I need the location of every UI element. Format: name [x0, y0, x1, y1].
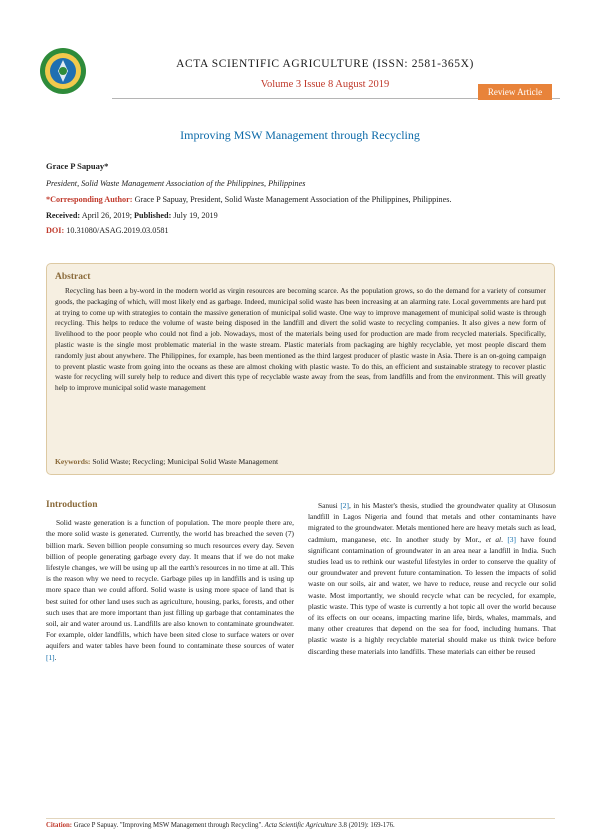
abstract-body: Recycling has been a by-word in the modern world as virgin resources are becoming scarce. As the population grows, so do the demand for a variety of consumer goods, the packaging of which, will most likely end as garbage. Indeed, municipal solid waste has been increasing at an alarming rate. Local governments are hard put at trying to come up with strategies to contain the massive generation of municipal solid waste. One way to improve management of municipal solid waste is through recycling. This helps to reduce the volume of waste being disposed in the landfill and divert the solid waste to recycling companies. It also gives a new form of livelihood to the poor people who could not find a job. Nowadays, most of the materials being used for production are made from recycled materials. Specifically, plastic waste is the single most problematic material in the waste stream. Plastic materials from packaging are highly recyclable, yet most people discard them randomly just about anywhere. The Philippines, for example, has been mentioned as the third largest producer of plastic waste in Asia. There is an on-going campaign to prevent plastic waste from going into the oceans as these are almost choking with plastic waste. To do this, an efficient and sustainable strategy to recover plastic waste for recycling will surely help to reduce and divert this type of recyclable waste away from the seas, from landfills and from the environment. This will greatly help to improve municipal solid waste management [55, 286, 546, 393]
page-header [0, 0, 600, 110]
author-name: Grace P Sapuay* [46, 161, 109, 171]
keywords [55, 457, 546, 466]
corresponding-author-label: *Corresponding Author: [46, 195, 133, 204]
sanusi-paragraph [308, 500, 556, 657]
et-al: et al [485, 534, 502, 544]
intro-left-end: . [54, 652, 57, 662]
intro-right-d: have found significant contamination of groundwater in an area near a landfill in India. Such studies lead us to rethink our wasteful lifestyles in order to conserve the quality of our groundwater and prevent future contamination. To lessen the impacts of solid waste on our soils, air and water, we have to reduce, reuse and recycle our solid waste. Most importantly, we should recycle what can be recycled, for example, plastic waste. This type of waste is currently a hot topic all over the world because of its effects on our oceans, impacting marine life, birds, whales, mammals, and many other creatures that depend on the sea for food, including humans. That plastic waste is a highly recyclable material should make us think twice before discarding these materials into landfills. These materials can either be reused [308, 534, 556, 656]
doi-label: DOI: [46, 226, 65, 235]
intro-right-a: Sanusi [318, 501, 341, 510]
reference-link-2[interactable]: [2] [340, 501, 349, 510]
intro-left-text: Solid waste generation is a function of population. The more people there are, the more solid waste is generated. Currently, the world has breached the seven (7) billion mark. Seven billion people consuming so much resources every day. Seven billion of people generating garbage every day. It means that if we do not make lifestyle changes, we will be using up all the earth's resources in no time at all. This is the reason why we need to recycle. Garbage piles up in landfills and is using up more space than we could afford. Solid waste is using more space of land that is best suited for other land uses such as agriculture, housing, parks, forests, and other such uses that are more important than just filling up garbage that contaminates the soil, air and water around us. Landfills are also known to contaminate groundwater. For example, older landfills, which have been sited close to surface waters or over aquifers and water tables have been found to contaminate these sources of water [46, 518, 294, 651]
citation-tail: 3.8 (2019): 169-176. [336, 822, 395, 829]
article-title: Improving MSW Management through Recycling [180, 128, 420, 142]
left-column [46, 500, 294, 663]
keywords-label: Keywords: [55, 457, 91, 466]
citation-footer [46, 822, 566, 829]
article-doi [46, 225, 169, 236]
published-label: Published: [134, 211, 172, 220]
keywords-text: Solid Waste; Recycling; Municipal Solid Waste Management [90, 457, 279, 466]
citation-journal: Acta Scientific Agriculture [264, 822, 337, 829]
journal-title: ACTA SCIENTIFIC AGRICULTURE (ISSN: 2581-365X) [176, 58, 474, 70]
citation-label: Citation: [46, 822, 73, 829]
published-date: July 19, 2019 [171, 211, 218, 220]
citation-text: Grace P Sapuay. "Improving MSW Management through Recycling". [72, 822, 265, 829]
article-type-badge: Review Article [478, 84, 552, 100]
corresponding-author-text: Grace P Sapuay, President, Solid Waste Management Association of the Philippines, Philippines. [132, 195, 452, 204]
abstract-heading: Abstract [55, 272, 91, 282]
corresponding-author [46, 194, 452, 205]
journal-volume: Volume 3 Issue 8 August 2019 [260, 79, 390, 90]
right-column [308, 500, 556, 657]
footer-divider [46, 818, 555, 819]
article-dates [46, 210, 218, 221]
received-date: April 26, 2019; [80, 211, 135, 220]
abstract-box [46, 263, 555, 475]
reference-link-3[interactable]: [3] [507, 534, 516, 544]
author-affiliation: President, Solid Waste Management Association of the Philippines, Philippines [46, 179, 306, 188]
introduction-heading: Introduction [46, 500, 98, 510]
intro-right-b: , in his Master's thesis, studied the groundwater quality at Olusosun landfill in Lagos Nigeria and found that metals and other contaminants have migrated to the groundwater. Metals mentioned here are heavy metals such as lead, cadmium, manganese, etc. In another study by Mor., [308, 501, 557, 544]
introduction-paragraph [46, 517, 294, 663]
journal-seal-icon [38, 46, 88, 96]
received-label: Received: [46, 211, 81, 220]
intro-right-c: . [501, 534, 508, 544]
doi-value[interactable]: 10.31080/ASAG.2019.03.0581 [64, 226, 169, 235]
reference-link-1[interactable]: [1] [46, 652, 55, 662]
